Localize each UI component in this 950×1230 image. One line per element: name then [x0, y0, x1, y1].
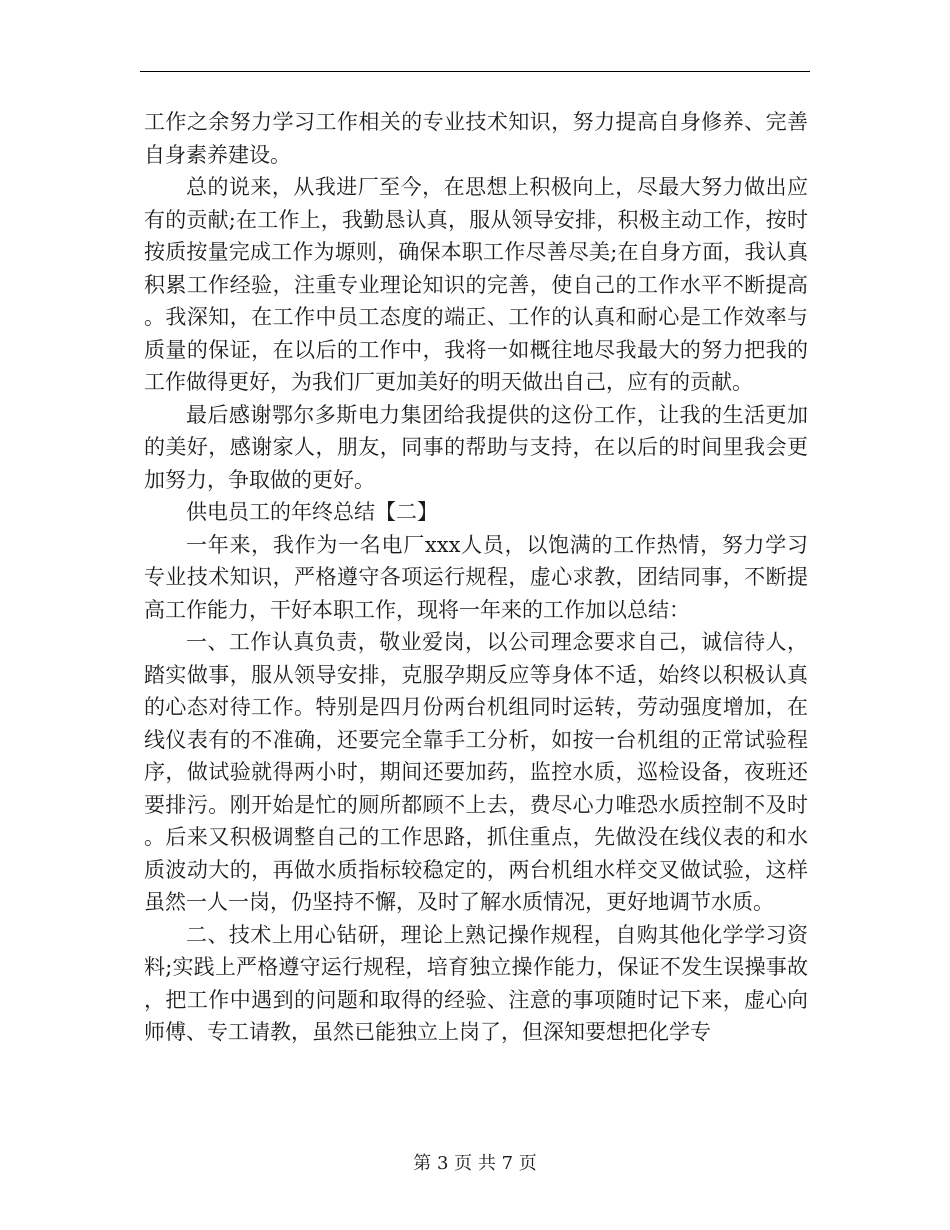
- paragraph: 最后感谢鄂尔多斯电力集团给我提供的这份工作，让我的生活更加的美好，感谢家人，朋友，同事的帮助与支持，在以后的时间里我会更加努力，争取做的更好。: [144, 402, 808, 492]
- document-body: [144, 106, 808, 1049]
- header-rule: [140, 71, 810, 72]
- section-heading: 供电员工的年终总结【二】: [186, 500, 438, 524]
- page-number-footer: 第 3 页 共 7 页: [413, 1153, 537, 1174]
- paragraph: 一、工作认真负责，敬业爱岗，以公司理念要求自己，诚信待人，踏实做事，服从领导安排，克服孕期反应等身体不适，始终以积极认真的心态对待工作。特别是四月份两台机组同时运转，劳动强度增加，在线仪表有的不准确，还要完全靠手工分析，如按一台机组的正常试验程序，做试验就得两小时，期间还要加药，监控水质，巡检设备，夜班还要排污。刚开始是忙的厕所都顾不上去，费尽心力唯恐水质控制不及时。后来又积极调整自己的工作思路，抓住重点，先做没在线仪表的和水质波动大的，再做水质指标较稳定的，两台机组水样交叉做试验，这样虽然一人一岗，仍坚持不懈，及时了解水质情况，更好地调节水质。: [144, 630, 808, 914]
- paragraph: 二、技术上用心钻研，理论上熟记操作规程，自购其他化学学习资料;实践上严格遵守运行规程，培育独立操作能力，保证不发生误操事故，把工作中遇到的问题和取得的经验、注意的事项随时记下来，虚心向师傅、专工请教，虽然已能独立上岗了，但深知要想把化学专: [144, 922, 808, 1044]
- paragraph: 一年来，我作为一名电厂xxx人员，以饱满的工作热情，努力学习专业技术知识，严格遵守各项运行规程，虚心求教，团结同事，不断提高工作能力，干好本职工作，现将一年来的工作加以总结：: [144, 532, 808, 622]
- paragraph: 总的说来，从我进厂至今，在思想上积极向上，尽最大努力做出应有的贡献;在工作上，我勤恳认真，服从领导安排，积极主动工作，按时按质按量完成工作为塬则，确保本职工作尽善尽美;在自身方面，我认真积累工作经验，注重专业理论知识的完善，使自己的工作水平不断提高。我深知，在工作中员工态度的端正、工作的认真和耐心是工作效率与质量的保证，在以后的工作中，我将一如概往地尽我最大的努力把我的工作做得更好，为我们厂更加美好的明天做出自己，应有的贡献。: [144, 175, 808, 394]
- paragraph: 工作之余努力学习工作相关的专业技术知识，努力提高自身修养、完善自身素养建设。: [144, 110, 808, 167]
